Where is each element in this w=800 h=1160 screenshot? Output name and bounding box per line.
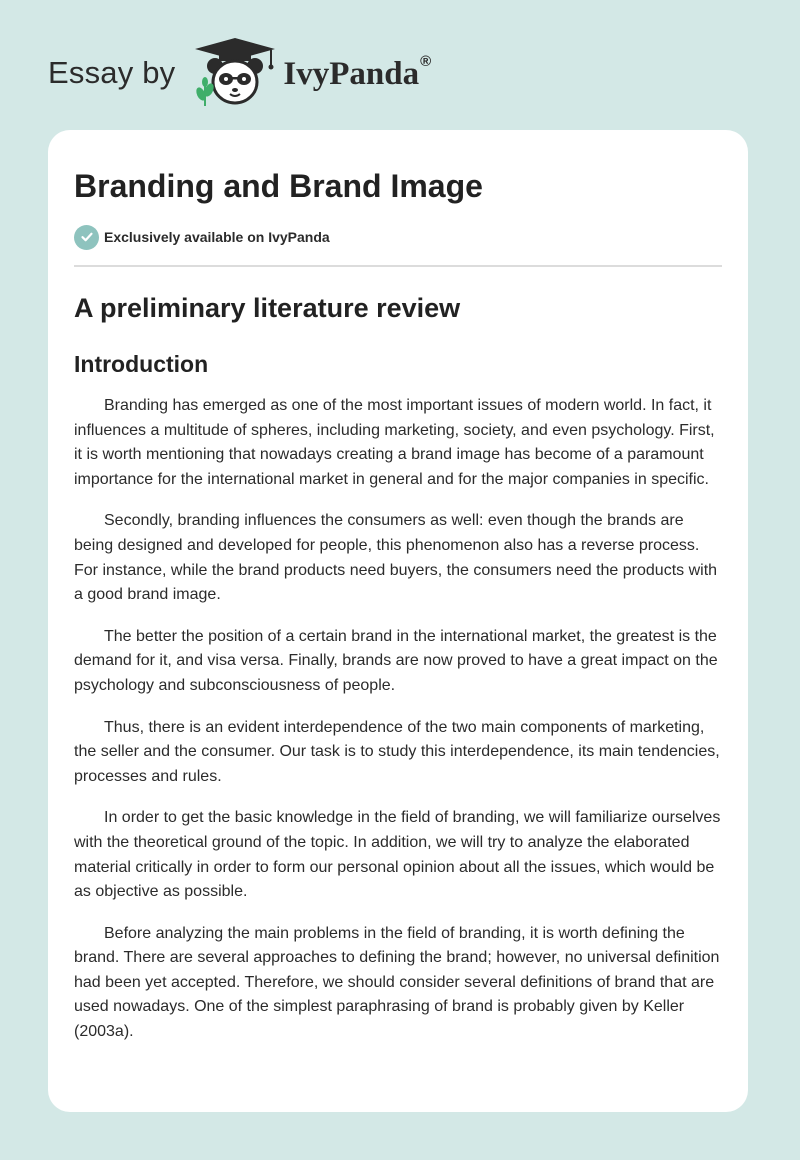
- document-card: [48, 130, 748, 1112]
- registered-mark: ®: [420, 52, 432, 70]
- subsection-heading: Introduction: [74, 351, 209, 377]
- brand-logo-text[interactable]: [283, 52, 432, 92]
- site-header: [48, 36, 431, 108]
- title-divider: [74, 265, 722, 267]
- paragraph: The better the position of a certain brand in the international market, the greatest is the demand for it, and visa versa. Finally, brands are now proved to have a great impact on the psychology and subconsciousness of people.: [74, 627, 718, 694]
- essay-by-label: Essay by: [48, 54, 176, 90]
- exclusive-badge: [74, 224, 722, 250]
- checkmark-icon: [74, 225, 99, 250]
- panda-graduate-icon: [191, 36, 279, 108]
- page-title: Branding and Brand Image: [74, 168, 483, 204]
- section-heading: A preliminary literature review: [74, 293, 461, 323]
- badge-text: Exclusively available on IvyPanda: [104, 229, 330, 245]
- paragraph: Thus, there is an evident interdependence of the two main components of marketing, the seller and the consumer. Our task is to study this interdependence, its main tendencies, processes and rules.: [74, 718, 720, 785]
- essay-body: [74, 394, 722, 1045]
- paragraph: Before analyzing the main problems in the field of branding, it is worth defining the brand. There are several approaches to defining the brand; however, no universal definition had been yet accepted. Therefore, we should consider several definitions of brand that are used nowadays. One of the simplest paraphrasing of brand is probably given by Keller (2003a).: [74, 924, 720, 1041]
- brand-name: IvyPanda: [283, 55, 420, 92]
- paragraph: In order to get the basic knowledge in the field of branding, we will familiarize ourselves with the theoretical ground of the topic. In addition, we will try to analyze the elaborated material critically in order to form our personal opinion about all the issues, which would be as objective as possible.: [74, 809, 721, 901]
- paragraph: Secondly, branding influences the consumers as well: even though the brands are being designed and developed for people, this phenomenon also has a reverse process. For instance, while the brand products need buyers, the consumers need the products with a good brand image.: [74, 512, 718, 604]
- paragraph: Branding has emerged as one of the most important issues of modern world. In fact, it influences a multitude of spheres, including marketing, society, and even psychology. First, it is worth mentioning that nowadays creating a brand image has become of a paramount importance for the international market in general and for the major companies in specific.: [74, 397, 715, 488]
